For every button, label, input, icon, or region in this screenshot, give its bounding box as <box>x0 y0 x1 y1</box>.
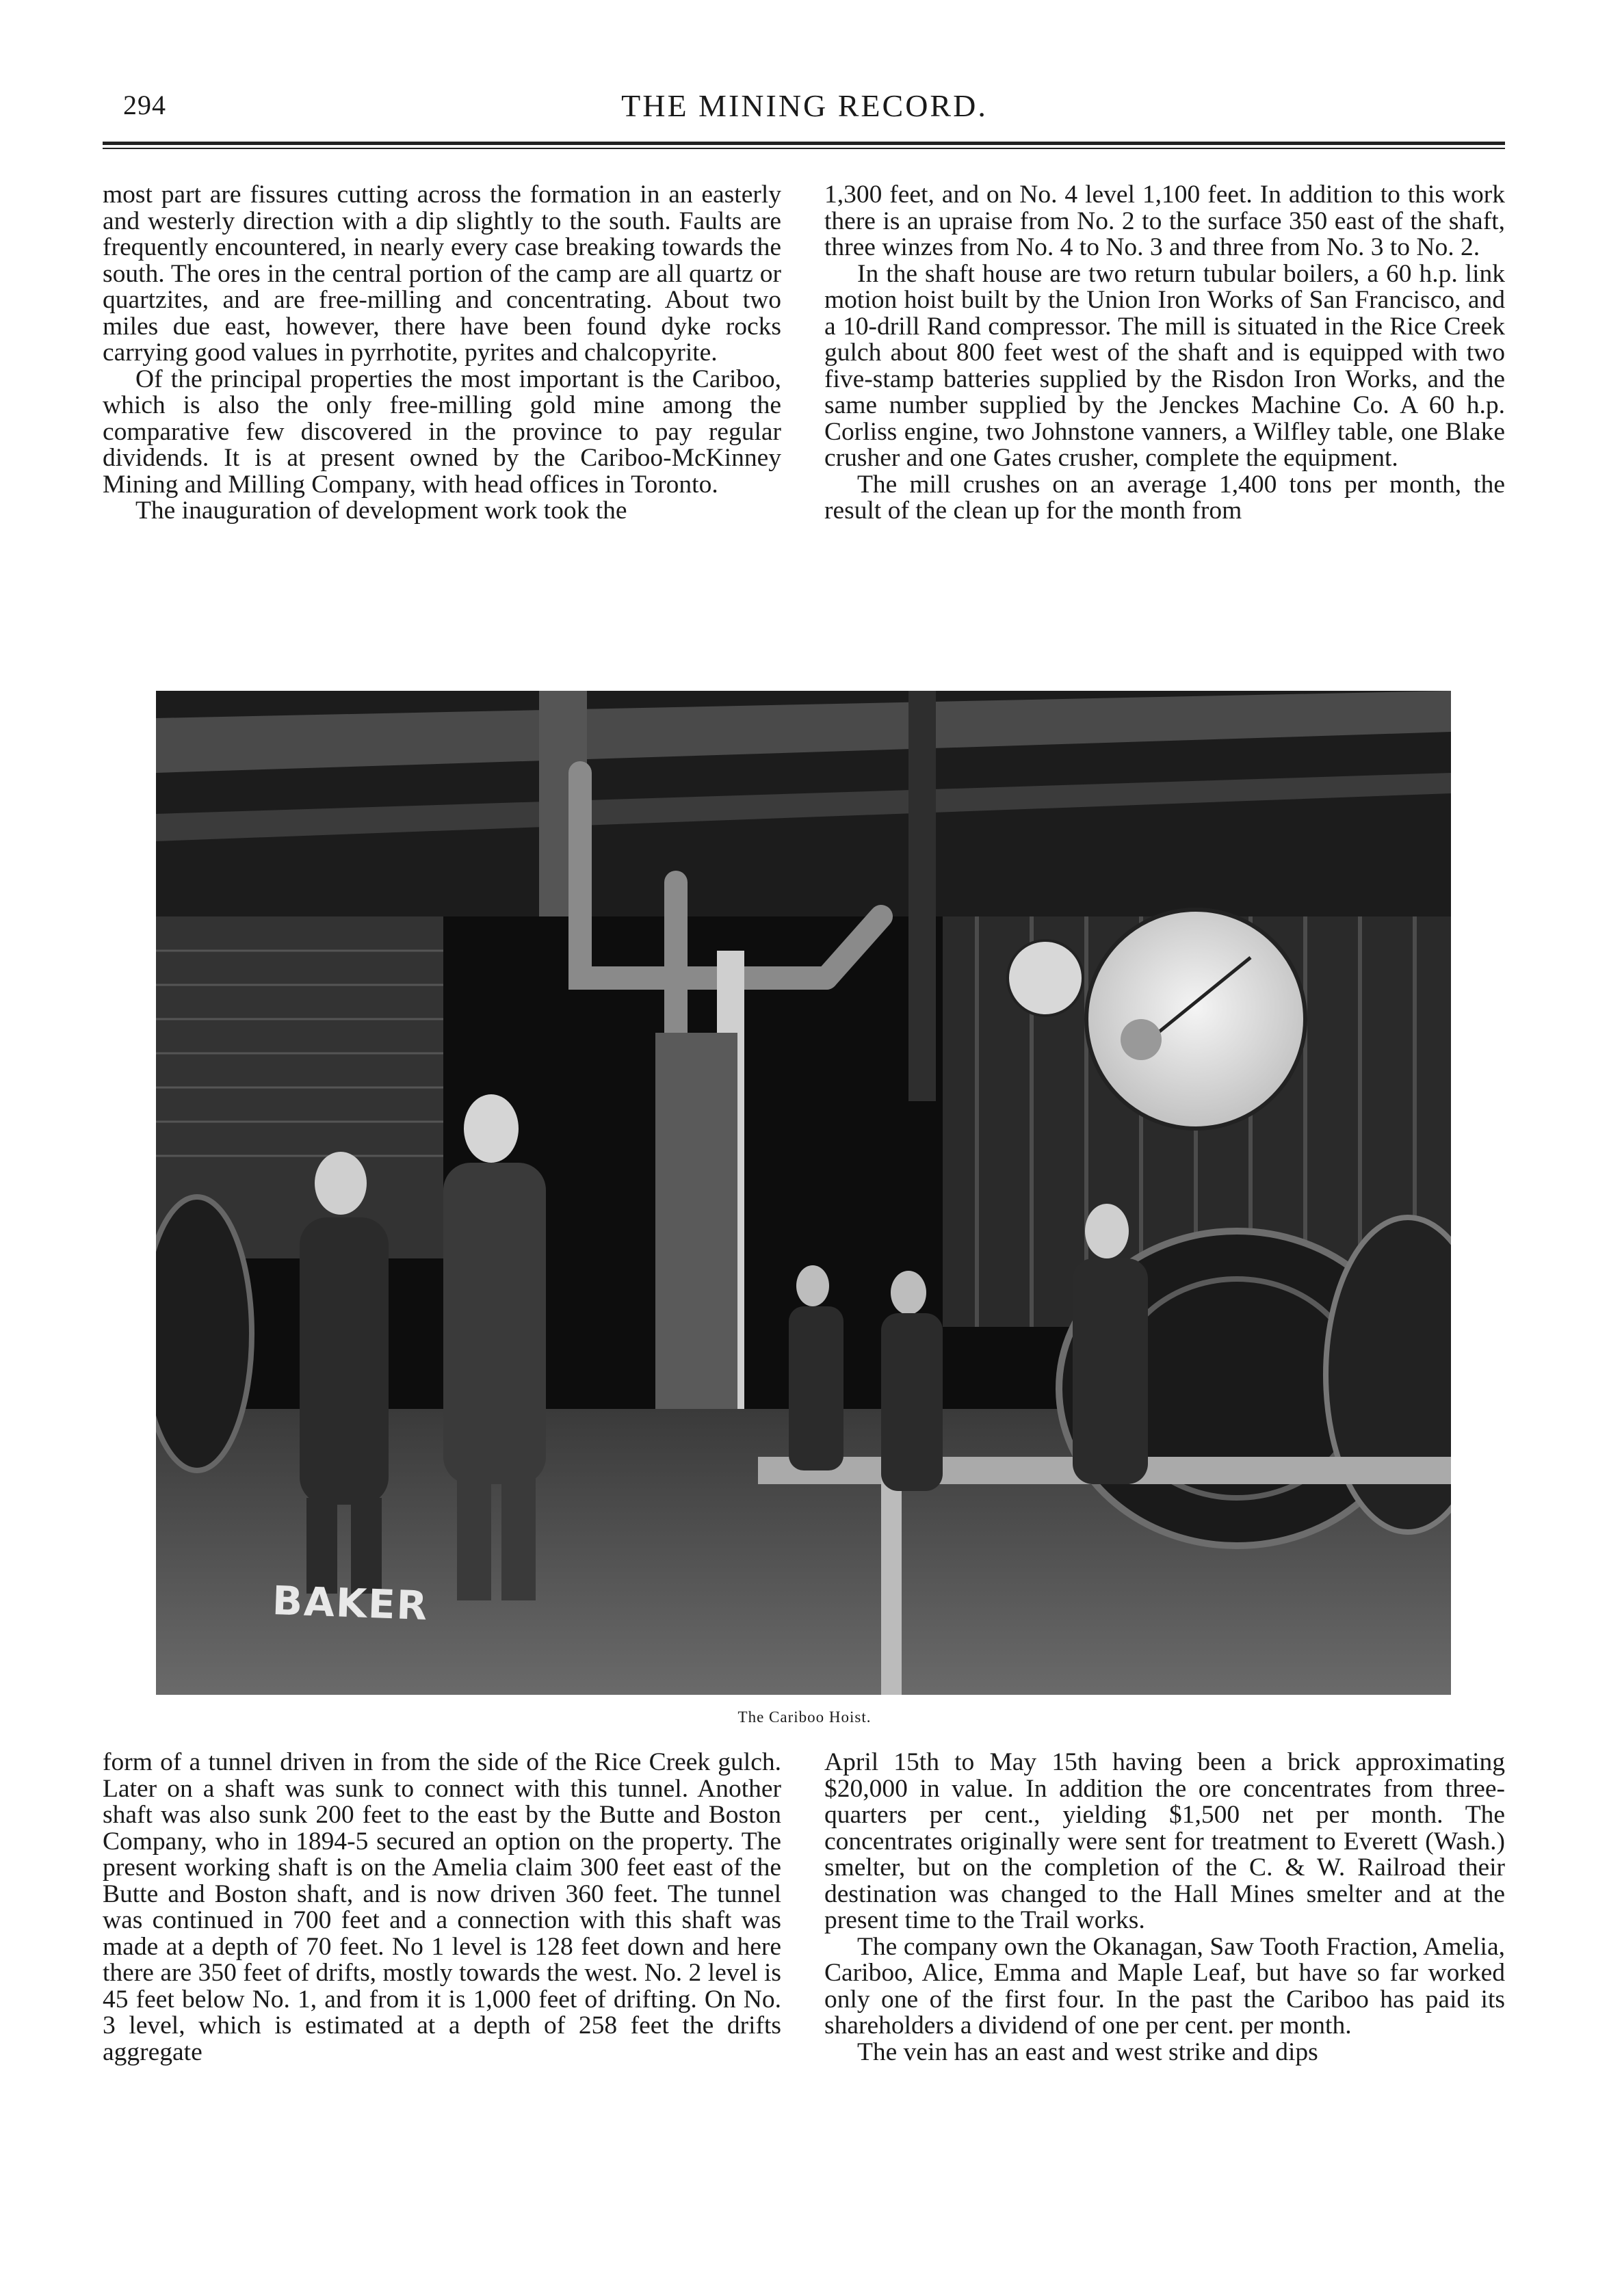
photographer-signature: BAKER <box>271 1577 430 1629</box>
paragraph: The vein has an east and west strike and dips <box>857 2037 1318 2066</box>
column-bottom-right <box>824 1750 1505 2066</box>
running-title: THE MINING RECORD. <box>621 88 988 123</box>
column-top-right <box>824 182 1505 525</box>
page-number: 294 <box>123 90 166 120</box>
paragraph: The mill crushes on an average 1,400 tons per month, the result of the clean up for the month from <box>824 470 1505 525</box>
paragraph: In the shaft house are two return tubular boilers, a 60 h.p. link motion hoist built by the Union Iron Works of San Francisco, and a 10-drill Rand compressor. The mill is situated in the Rice Creek gulch about 800 feet west of the shaft and is equipped with two five-stamp batteries supplied by the Risdon Iron Works, and the same number supplied by the Jenckes Machine Co. A 60 h.p. Corliss engine, two Johnstone vanners, a Wilfley table, one Blake crusher and one Gates crusher, complete the equipment. <box>824 259 1505 472</box>
paragraph: The inauguration of development work took the <box>135 497 627 525</box>
header-rule-thin <box>103 148 1505 149</box>
column-bottom-left <box>103 1750 781 2066</box>
header-rule-thick <box>103 142 1505 145</box>
paragraph: The company own the Okanagan, Saw Tooth Fraction, Amelia, Cariboo, Alice, Emma and Maple Leaf, but have so far worked only one of the first four. In the past the Cariboo has paid its shareholders a dividend of one per cent. per month. <box>824 1932 1505 2040</box>
column-top-left <box>103 182 781 525</box>
figure-caption: The Cariboo Hoist. <box>737 1708 872 1726</box>
photograph-cariboo-hoist <box>156 691 1451 1695</box>
paragraph: Of the principal properties the most important is the Cariboo, which is also the only free-milling gold mine among the comparative few discovered in the province to pay regular dividends. It is at present owned by the Cariboo-McKinney Mining and Milling Company, with head offices in Toronto. <box>103 365 781 499</box>
paragraph: April 15th to May 15th having been a brick approximating $20,000 in value. In addition the ore concentrates from three-quarters per cent., yielding $1,500 net per month. The concentrates originally were sent for treatment to Everett (Wash.) smelter, but on the completion of the C. & W. Railroad their destination was changed to the Hall Mines smelter and at the present time to the Trail works. <box>824 1748 1505 1934</box>
paragraph: form of a tunnel driven in from the side of the Rice Creek gulch. Later on a shaft was sunk to connect with this tunnel. Another shaft was also sunk 200 feet to the east by the Butte and Boston Company, who in 1894-5 secured an option on the property. The present working shaft is on the Amelia claim 300 feet east of the Butte and Boston shaft, and is now driven 360 feet. The tunnel was continued in 700 feet and a connection with this shaft was made at a depth of 70 feet. No 1 level is 128 feet down and here there are 350 feet of drifts, mostly towards the west. No. 2 level is 45 feet below No. 1, and from it is 1,000 feet of drifting. On No. 3 level, which is estimated at a depth of 258 feet the drifts aggregate <box>103 1748 781 2066</box>
paragraph: most part are fissures cutting across the formation in an easterly and westerly direction with a dip slightly to the south. Faults are frequently encountered, in nearly every case breaking towards the south. The ores in the central portion of the camp are all quartz or quartzites, and are free-milling and concentrating. About two miles due east, however, there have been found dyke rocks carrying good values in pyrrhotite, pyrites and chalcopyrite. <box>103 181 781 367</box>
photo-illustration <box>156 691 1451 1695</box>
paragraph: 1,300 feet, and on No. 4 level 1,100 feet. In addition to this work there is an upraise from No. 2 to the surface 350 east of the shaft, three winzes from No. 4 to No. 3 and three from No. 3 to No. 2. <box>824 181 1505 261</box>
